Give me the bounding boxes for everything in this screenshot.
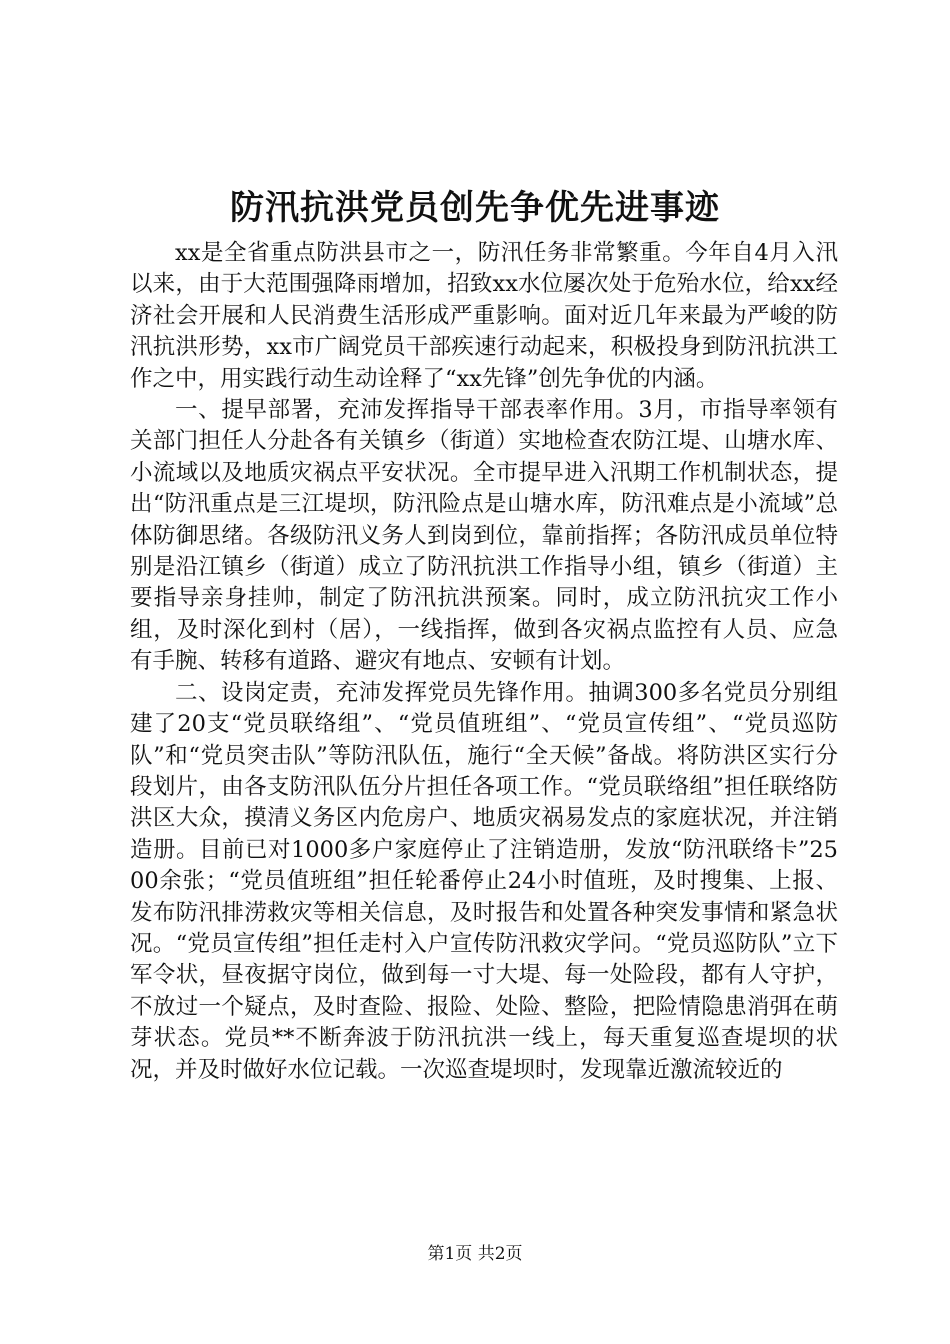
paragraph-section-1: 一、提早部署，充沛发挥指导干部表率作用。3月，市指导率领有关部门担任人分赴各有关镇乡（街道）实地检查农防江堤、山塘水库、小流域以及地质灾祸点平安状况。全市提早进入汛期工作机制状态，提出“防汛重点是三江堤坝，防汛险点是山塘水库，防汛难点是小流域”总体防御思绪。各级防汛义务人到岗到位，靠前指挥；各防汛成员单位特别是沿江镇乡（街道）成立了防汛抗洪工作指导小组，镇乡（街道）主要指导亲身挂帅，制定了防汛抗洪预案。同时，成立防汛抗灾工作小组，及时深化到村（居），一线指挥，做到各灾祸点监控有人员、应急有手腕、转移有道路、避灾有地点、安顿有计划。 [130, 397, 838, 675]
page-footer: 第1页 共2页 [427, 1244, 523, 1264]
paragraph-intro: xx是全省重点防洪县市之一，防汛任务非常繁重。今年自4月入汛以来，由于大范围强降雨增加，招致xx水位屡次处于危殆水位，给xx经济社会开展和人民消费生活形成严重影响。面对近几年来最为严峻的防汛抗洪形势，xx市广阔党员干部疾速行动起来，积极投身到防汛抗洪工作之中，用实践行动生动诠释了“xx先锋”创先争优的内涵。 [130, 240, 838, 392]
document-title: 防汛抗洪党员创先争优先进事迹 [230, 188, 720, 228]
paragraph-section-2: 二、设岗定责，充沛发挥党员先锋作用。抽调300多名党员分别组建了20支“党员联络组”、“党员值班组”、“党员宣传组”、“党员巡防队”和“党员突击队”等防汛队伍，施行“全天候”备战。将防洪区实行分段划片，由各支防汛队伍分片担任各项工作。“党员联络组”担任联络防洪区大众，摸清义务区内危房户、地质灾祸易发点的家庭状况，并注销造册。目前已对1000多户家庭停止了注销造册，发放“防汛联络卡”2500余张；“党员值班组”担任轮番停止24小时值班，及时搜集、上报、发布防汛排涝救灾等相关信息，及时报告和处置各种突发事情和紧急状况。“党员宣传组”担任走村入户宣传防汛救灾学问。“党员巡防队”立下军令状，昼夜据守岗位，做到每一寸大堤、每一处险段，都有人守护，不放过一个疑点，及时查险、报险、处险、整险，把险情隐患消弭在萌芽状态。党员**不断奔波于防汛抗洪一线上，每天重复巡查堤坝的状况，并及时做好水位记载。一次巡查堤坝时，发现靠近激流较近的 [130, 679, 838, 1083]
document-body [130, 238, 838, 1086]
